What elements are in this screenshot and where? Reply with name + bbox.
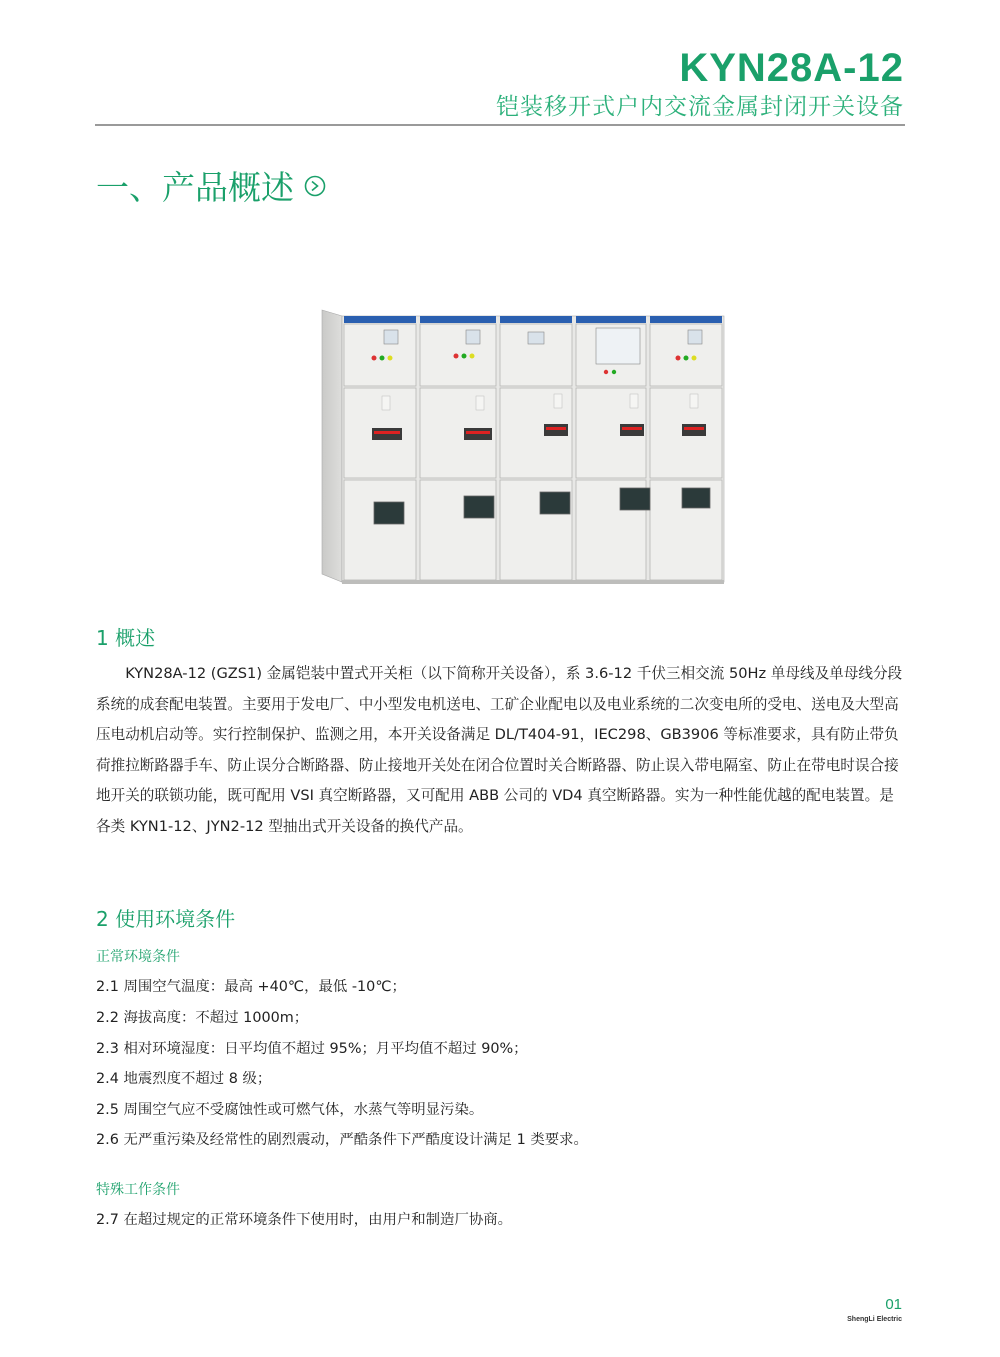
special-conditions-title: 特殊工作条件 — [96, 1182, 180, 1198]
overview-paragraph: KYN28A-12 (GZS1) 金属铠装中置式开关柜（以下简称开关设备），系 3.6-12 千伏三相交流 50Hz 单母线及单母线分段系统的成套配电装置。主要用于发电厂、中小型发电机送电、工矿企业配电以及电业系统的二次变电所的受电、送电及大型高压电动机启动等。实行控制保护、监测之用，本开关设备满足 DL/T404-91，IEC298、GB3906 等标准要求，具有防止带负荷推拉断路器手车、防止误分合断路器、防止接地开关处在闭合位置时关合断路器、防止误入带电隔室、防止在带电时误合接地开关的联锁功能，既可配用 VSI 真空断路器，又可配用 ABB 公司的 VD4 真空断路器。实为一种性能优越的配电装置。是各类 KYN1-12、JYN2-12 型抽出式开关设备的换代产品。 — [96, 665, 903, 835]
environment-heading: 2 使用环境条件 — [96, 907, 236, 931]
header-divider — [95, 124, 905, 126]
brand-label: ShengLi Electric — [847, 1316, 902, 1323]
section-heading — [96, 162, 326, 209]
list-item: 2.6 无严重污染及经常性的剧烈震动，严酷条件下严酷度设计满足 1 类要求。 — [96, 1132, 588, 1148]
page-number: 01 — [885, 1296, 902, 1313]
list-item: 2.1 周围空气温度：最高 +40℃，最低 -10℃； — [96, 979, 406, 995]
overview-heading: 1 概述 — [96, 626, 156, 650]
section-title: 一、产品概述 — [96, 168, 294, 207]
switchgear-photo — [318, 292, 728, 588]
list-item: 2.3 相对环境湿度：日平均值不超过 95%；月平均值不超过 90%； — [96, 1041, 528, 1057]
list-item: 2.7 在超过规定的正常环境条件下使用时，由用户和制造厂协商。 — [96, 1212, 513, 1228]
model-title: KYN28A-12 — [679, 46, 904, 90]
list-item: 2.2 海拔高度：不超过 1000m； — [96, 1010, 309, 1026]
chevron-right-circle-icon — [304, 175, 326, 197]
product-subtitle: 铠装移开式户内交流金属封闭开关设备 — [496, 94, 904, 120]
list-item: 2.4 地震烈度不超过 8 级； — [96, 1071, 272, 1087]
normal-conditions-title: 正常环境条件 — [96, 949, 180, 965]
list-item: 2.5 周围空气应不受腐蚀性或可燃气体，水蒸气等明显污染。 — [96, 1102, 484, 1118]
